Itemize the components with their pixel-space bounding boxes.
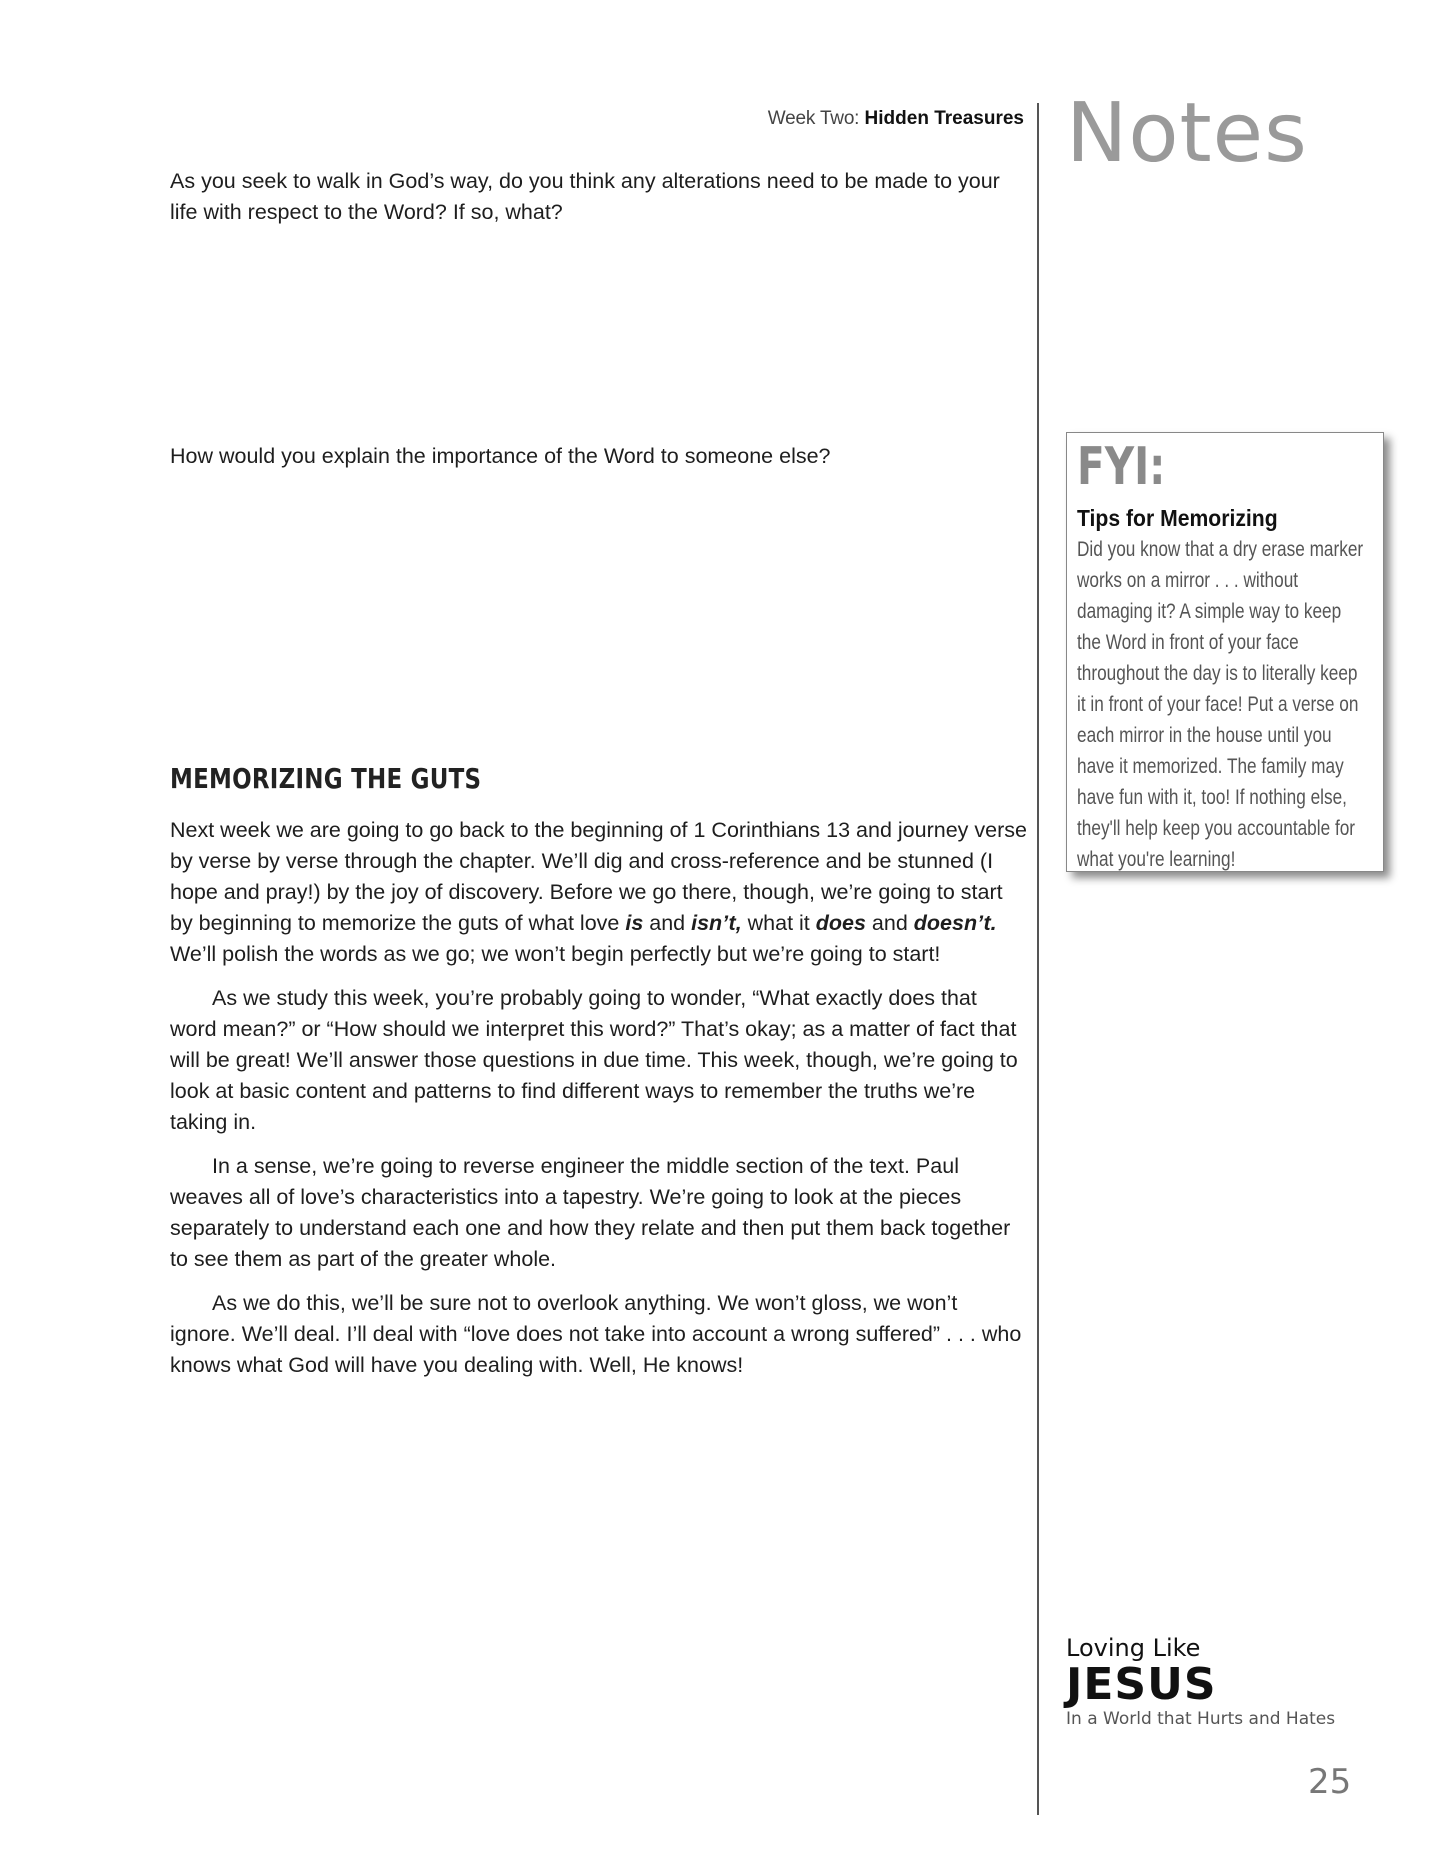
fyi-heading: Tips for Memorizing bbox=[1077, 505, 1278, 531]
question-2: How would you explain the importance of the Word to someone else? bbox=[170, 444, 831, 468]
paragraph-4: As we do this, we’ll be sure not to overlook anything. We won’t gloss, we won’t ignore. We’ll deal. I’ll deal with “love does not take into account a wrong suffered” . . . who knows what God will have you dealing with. Well, He knows! bbox=[170, 1291, 1022, 1377]
question-1: As you seek to walk in God’s way, do you think any alterations need to be made to your life with respect to the Word? If so, what? bbox=[170, 169, 1000, 224]
fyi-sidebar-box bbox=[1066, 432, 1384, 872]
emphasis-does: does bbox=[815, 911, 866, 935]
book-subtitle: In a World that Hurts and Hates bbox=[1066, 1709, 1336, 1729]
notes-title: Notes bbox=[1066, 86, 1308, 181]
paragraph-1-text-c: what it bbox=[741, 911, 816, 935]
emphasis-isnt: isn’t, bbox=[691, 911, 742, 935]
fyi-label: FYI: bbox=[1077, 437, 1166, 497]
column-divider bbox=[1037, 103, 1039, 1815]
emphasis-is: is bbox=[625, 911, 644, 935]
book-title-line-1: Loving Like bbox=[1066, 1634, 1201, 1662]
paragraph-3: In a sense, we’re going to reverse engineer the middle section of the text. Paul weaves all of love’s characteristics into a tapestry. We’re going to look at the pieces separately to understand each one and how they relate and then put them back together to see them as part of the greater whole. bbox=[170, 1154, 1011, 1271]
running-head-title: Hidden Treasures bbox=[864, 108, 1024, 129]
emphasis-doesnt: doesn’t. bbox=[913, 911, 997, 935]
running-head bbox=[700, 108, 1024, 130]
paragraph-1-text-b: and bbox=[643, 911, 692, 935]
paragraph-1 bbox=[170, 815, 1028, 970]
running-head-week: Week Two: bbox=[767, 108, 860, 129]
book-title-block bbox=[1066, 1634, 1335, 1730]
section-heading: MEMORIZING THE GUTS bbox=[170, 762, 482, 795]
book-title-line-2: JESUS bbox=[1066, 1659, 1217, 1710]
page-number: 25 bbox=[1308, 1762, 1352, 1802]
body-text bbox=[170, 815, 1028, 1394]
fyi-body: Did you know that a dry erase marker works on a mirror . . . without damaging it? A simple way to keep the Word in front of your face throughout the day is to literally keep it in front of your face! Put a verse on each mirror in the house until you have it memorized. The family may have fun with it, too! If nothing else, they'll help keep you accountable for what you're learning! bbox=[1077, 538, 1364, 871]
paragraph-1-text-a: Next week we are going to go back to the beginning of 1 Corinthians 13 and journey verse by verse by verse through the chapter. We’ll dig and cross-reference and be stunned (I hope and pray!) by the joy of discovery. Before we go there, though, we’re going to start by beginning to memorize the guts of what love bbox=[170, 818, 1027, 935]
paragraph-1-text-e: We’ll polish the words as we go; we won’t begin perfectly but we’re going to start! bbox=[170, 942, 941, 966]
paragraph-1-text-d: and bbox=[865, 911, 914, 935]
paragraph-2: As we study this week, you’re probably going to wonder, “What exactly does that word mean?” or “How should we interpret this word?” That’s okay; as a matter of fact that will be great! We’ll answer those questions in due time. This week, though, we’re going to look at basic content and patterns to find different ways to remember the truths we’re taking in. bbox=[170, 986, 1018, 1134]
